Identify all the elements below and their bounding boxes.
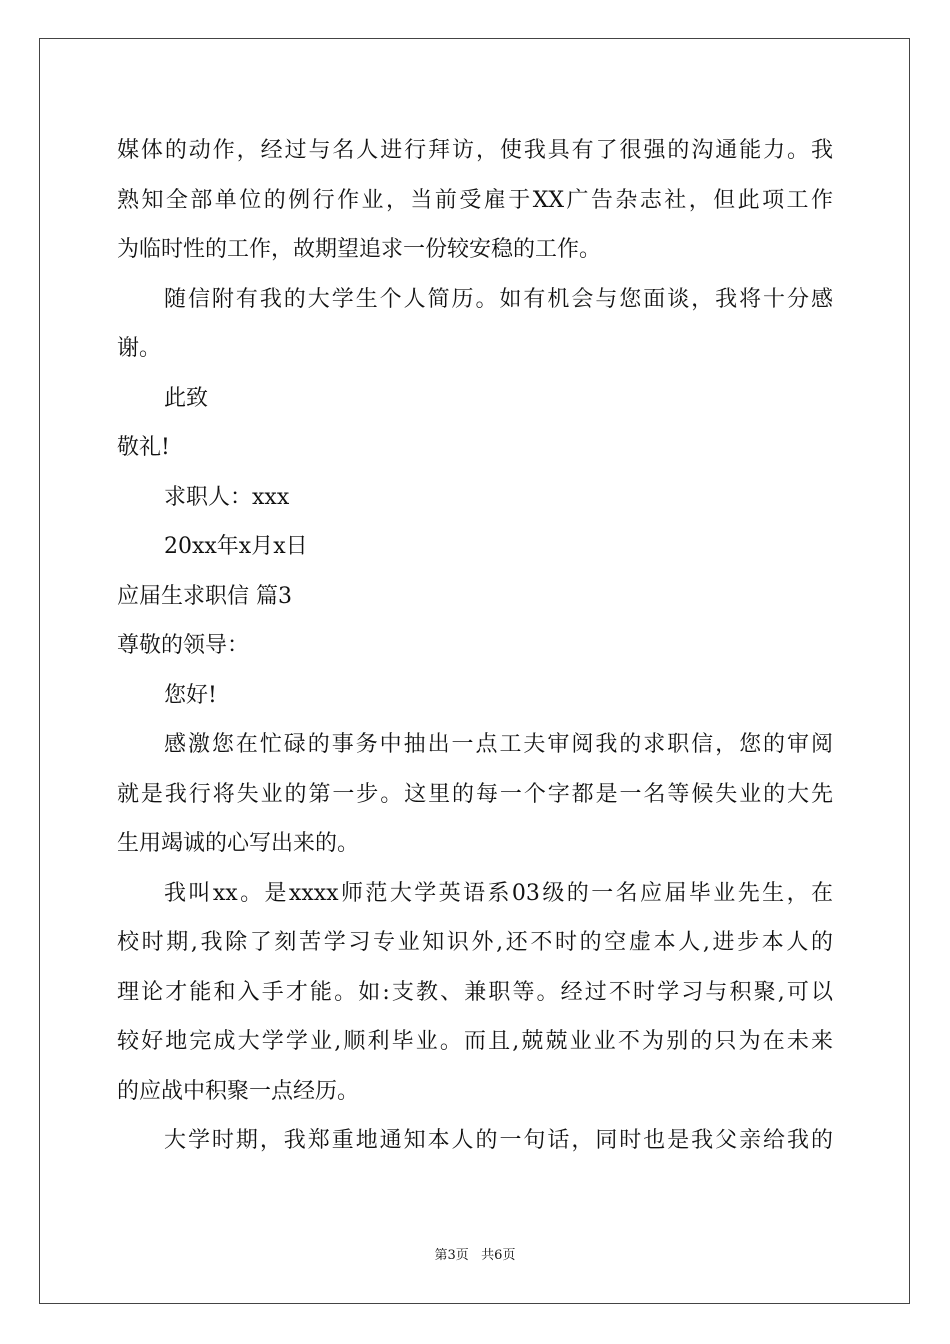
paragraph-line: 就是我行将失业的第一步。这里的每一个字都是一名等候失业的大先 bbox=[117, 781, 833, 807]
closing-salutation: 此致 bbox=[164, 385, 209, 411]
letter-body bbox=[117, 126, 833, 1166]
paragraph-line: 校时期,我除了刻苦学习专业知识外,还不时的空虚本人,进步本人的 bbox=[117, 930, 833, 955]
greeting-hello: 您好! bbox=[164, 682, 217, 708]
paragraph-line: 媒体的动作，经过与名人进行拜访，使我具有了很强的沟通能力。我 bbox=[117, 138, 833, 163]
signature-date: 20xx年x月x日 bbox=[164, 534, 308, 559]
paragraph-line: 的应战中积聚一点经历。 bbox=[117, 1078, 360, 1104]
closing-respect: 敬礼! bbox=[117, 435, 170, 460]
section-title: 应届生求职信 篇3 bbox=[117, 583, 292, 609]
signature-applicant: 求职人：xxx bbox=[164, 484, 290, 510]
paragraph-line: 谢。 bbox=[117, 336, 162, 361]
paragraph-line: 较好地完成大学学业,顺利毕业。而且,兢兢业业不为别的只为在未来 bbox=[117, 1029, 833, 1054]
paragraph-line: 感激您在忙碌的事务中抽出一点工夫审阅我的求职信，您的审阅 bbox=[164, 732, 833, 757]
greeting-recipient: 尊敬的领导： bbox=[117, 633, 250, 658]
paragraph-line: 生用竭诚的心写出来的。 bbox=[117, 831, 360, 856]
paragraph-line: 为临时性的工作，故期望追求一份较安稳的工作。 bbox=[117, 237, 602, 262]
paragraph-line: 理论才能和入手才能。如:支教、兼职等。经过不时学习与积聚,可以 bbox=[117, 979, 833, 1005]
paragraph-line: 大学时期，我郑重地通知本人的一句话，同时也是我父亲给我的 bbox=[164, 1128, 833, 1153]
paragraph-line: 随信附有我的大学生个人简历。如有机会与您面谈，我将十分感 bbox=[164, 286, 833, 312]
paragraph-line: 熟知全部单位的例行作业，当前受雇于XX广告杂志社，但此项工作 bbox=[117, 187, 833, 213]
paragraph-line: 我叫xx。是xxxx师范大学英语系03级的一名应届毕业先生，在 bbox=[164, 880, 833, 906]
page-number-footer: 第3页 共6页 bbox=[434, 1248, 516, 1263]
